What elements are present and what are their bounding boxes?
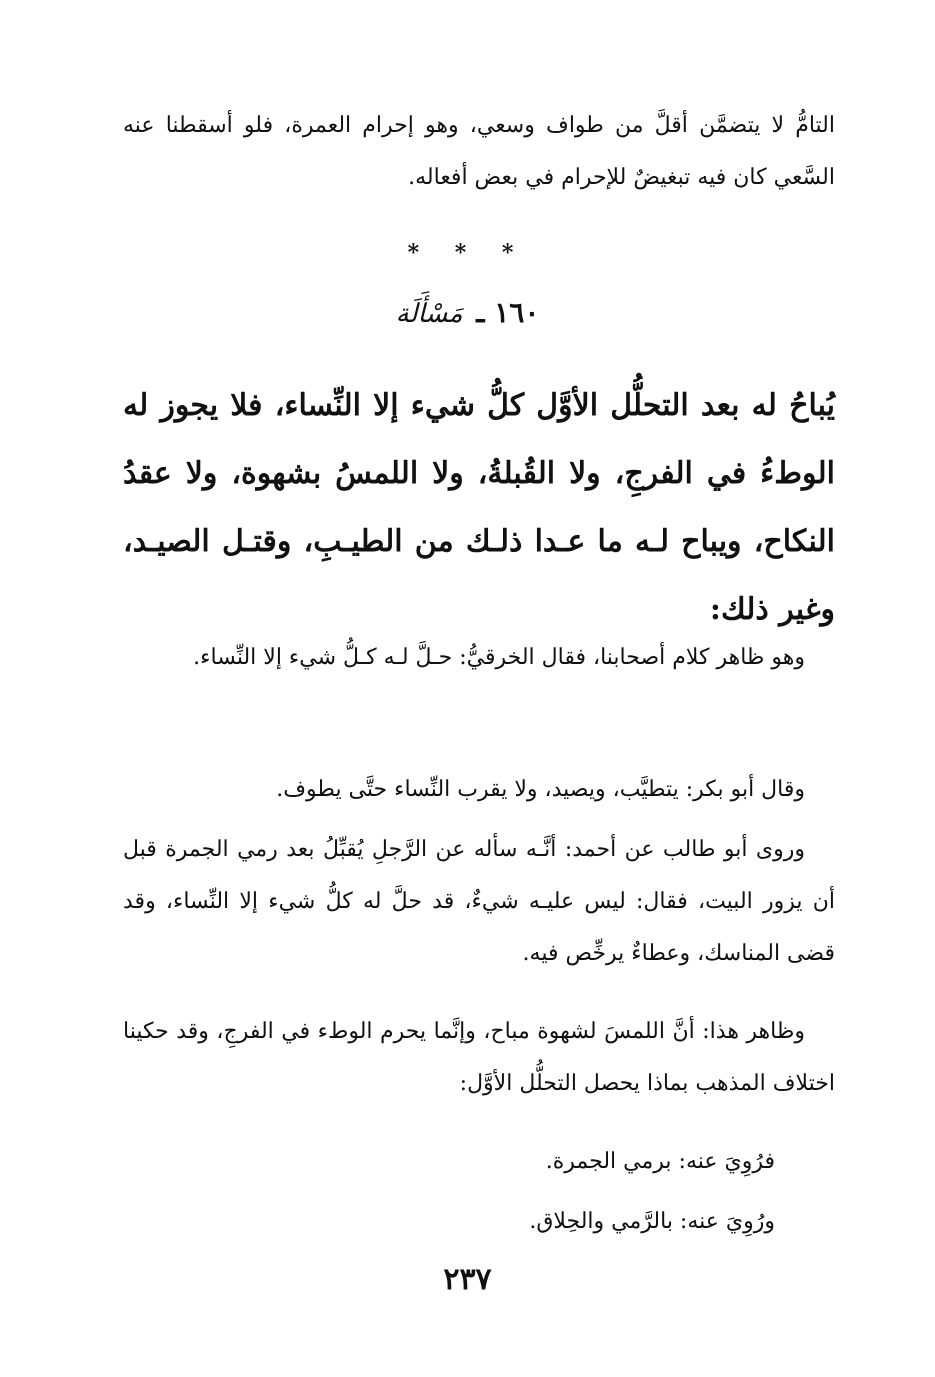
narration-line: ورُوِيَ عنه: بالرَّمي والحِلاق. <box>529 1209 775 1234</box>
issue-number: ١٦٠ ـ <box>476 296 540 329</box>
narration-line: فرُوِيَ عنه: برمي الجمرة. <box>545 1149 775 1174</box>
section-separator: * * * <box>407 240 528 266</box>
commentary-paragraph: وقال أبو بكر: يتطيَّب، ويصيد، ولا يقرب النِّساء حتَّى يطوف. <box>276 777 805 802</box>
commentary-paragraph: وظاهر هذا: أنَّ اللمسَ لشهوة مباح، وإنَّما يحرم الوطء في الفرجِ، وقد حكينا اختلاف المذهب بماذا يحصل التحلُّل الأوَّل: <box>123 1019 835 1096</box>
issue-title: مَسْأَلَة <box>395 299 463 329</box>
page-number: ٢٣٧ <box>443 1262 492 1297</box>
issue-heading <box>0 296 935 329</box>
commentary-paragraph: وروى أبو طالب عن أحمد: أنَّـه سأله عن الرَّجلِ يُقبِّلُ بعد رمي الجمرة قبل أن يزور البيت، فقال: ليس عليـه شيءٌ، قد حلَّ له كلُّ شيء إلا النِّساء، وقد قضى المناسك، وعطاءٌ يرخِّص فيه. <box>123 837 835 966</box>
main-ruling-text: يُباحُ له بعد التحلُّل الأوَّل كلُّ شيء إلا النِّساء، فلا يجوز له الوطءُ في الفرجِ، ولا القُبلةُ، ولا اللمسُ بشهوة، ولا عقدُ النكاح، ويباح لـه ما عـدا ذلـك من الطيـبِ، وقتـل الصيـد، وغير ذلك: <box>123 388 835 627</box>
commentary-paragraph: وهو ظاهر كلام أصحابنا، فقال الخرقيُّ: حـلَّ لـه كـلُّ شيء إلا النِّساء. <box>193 645 805 670</box>
intro-paragraph: التامُّ لا يتضمَّن أقلَّ من طواف وسعي، وهو إحرام العمرة، فلو أسقطنا عنه السَّعي كان فيه تبغيضٌ للإحرام في بعض أفعاله. <box>123 113 835 190</box>
